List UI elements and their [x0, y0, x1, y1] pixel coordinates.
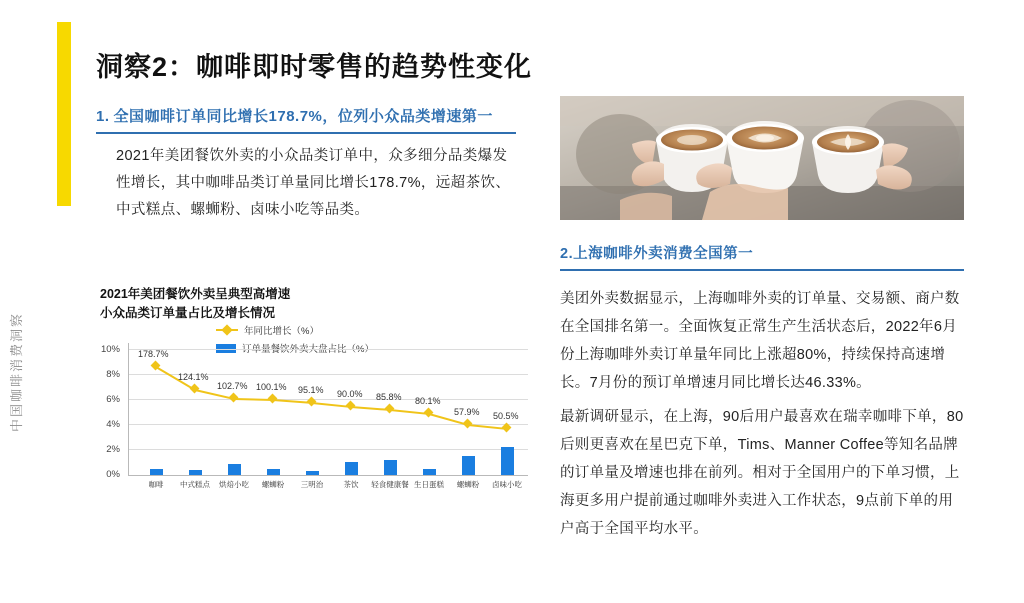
gridline-2	[128, 449, 528, 450]
chart-title-line1: 2021年美团餐饮外卖呈典型高增速	[100, 287, 291, 301]
chart-container	[96, 285, 536, 515]
category-label-5: 茶饮	[343, 480, 359, 489]
ytick-10: 10%	[100, 344, 120, 355]
line-point-6	[385, 404, 395, 414]
category-label-1: 中式糕点	[180, 480, 210, 489]
line-point-5	[346, 401, 356, 411]
category-label-2: 烘焙小吃	[219, 480, 249, 489]
line-point-8	[463, 419, 473, 429]
page-title: 洞察2：咖啡即时零售的趋势性变化	[96, 52, 533, 82]
bar-1	[189, 470, 202, 475]
data-label-0: 178.7%	[138, 349, 169, 359]
data-label-2: 102.7%	[217, 381, 248, 391]
category-label-3: 螺蛳粉	[261, 480, 285, 489]
ytick-2: 2%	[106, 444, 120, 455]
x-axis	[128, 475, 528, 476]
bar-6	[384, 460, 397, 475]
category-label-7: 生日蛋糕	[414, 480, 444, 489]
section1-heading	[96, 105, 516, 134]
data-label-5: 90.0%	[337, 389, 363, 399]
bar-2	[228, 464, 241, 475]
legend-item-line	[216, 323, 374, 337]
yellow-accent-bar	[57, 22, 71, 206]
gridline-6	[128, 399, 528, 400]
legend-line-marker-icon	[216, 329, 238, 331]
data-label-6: 85.8%	[376, 392, 402, 402]
ytick-4: 4%	[106, 419, 120, 430]
category-label-0: 咖啡	[148, 480, 164, 489]
y-axis	[128, 343, 129, 475]
coffee-photo	[560, 96, 964, 220]
section2-paragraph1: 美团外卖数据显示，上海咖啡外卖的订单量、交易额、商户数在全国排名第一。全面恢复正常生产生活状态后，2022年6月份上海咖啡外卖订单量年同比上涨超80%，持续保持高速增长。7月份的预订单增速月同比增长达46.33%。	[560, 291, 960, 391]
data-label-1: 124.1%	[178, 372, 209, 382]
ytick-8: 8%	[106, 369, 120, 380]
ytick-0: 0%	[106, 469, 120, 480]
gridline-10	[128, 349, 528, 350]
bar-0	[150, 469, 163, 475]
bar-7	[423, 469, 436, 475]
line-point-3	[268, 394, 278, 404]
section2-paragraph2: 最新调研显示，在上海，90后用户最喜欢在瑞幸咖啡下单，80后则更喜欢在星巴克下单，Tims、Manner Coffee等知名品牌的订单量及增速也排在前列。相对于全国用户的下单习惯，上海更多用户提前通过咖啡外卖进入工作状态，9点前下单的用户高于全国平均水平。	[560, 409, 964, 537]
legend-label-growth: 年同比增长（%）	[244, 326, 319, 337]
bar-4	[306, 471, 319, 475]
category-label-4: 三明治	[300, 480, 324, 489]
category-label-8: 螺蛳粉	[456, 480, 480, 489]
section1-heading-text: 全国咖啡订单同比增长178.7%，位列小众品类增速第一	[113, 108, 493, 125]
data-label-7: 80.1%	[415, 396, 441, 406]
data-label-4: 95.1%	[298, 385, 324, 395]
chart-plot-area	[96, 343, 536, 515]
section1-number: 1.	[96, 108, 110, 125]
data-label-8: 57.9%	[454, 407, 480, 417]
section1-body: 2021年美团餐饮外卖的小众品类订单中，众多细分品类爆发性增长，其中咖啡品类订单量同比增长178.7%，远超茶饮、中式糕点、螺蛳粉、卤味小吃等品类。	[116, 148, 511, 218]
side-vertical-label: 中国咖啡消费洞察	[9, 311, 24, 432]
category-label-6: 轻食健康餐	[371, 480, 409, 489]
bar-9	[501, 447, 514, 475]
data-label-3: 100.1%	[256, 382, 287, 392]
bar-8	[462, 456, 475, 475]
bar-3	[267, 469, 280, 475]
ytick-6: 6%	[106, 394, 120, 405]
line-point-2	[229, 393, 239, 403]
line-point-1	[190, 384, 200, 394]
data-label-9: 50.5%	[493, 411, 519, 421]
category-label-9: 卤味小吃	[492, 480, 522, 489]
chart-title-line2: 小众品类订单量占比及增长情况	[100, 306, 276, 320]
bar-5	[345, 462, 358, 475]
section2-heading: 2.上海咖啡外卖消费全国第一	[560, 242, 964, 271]
chart-title	[100, 285, 400, 323]
